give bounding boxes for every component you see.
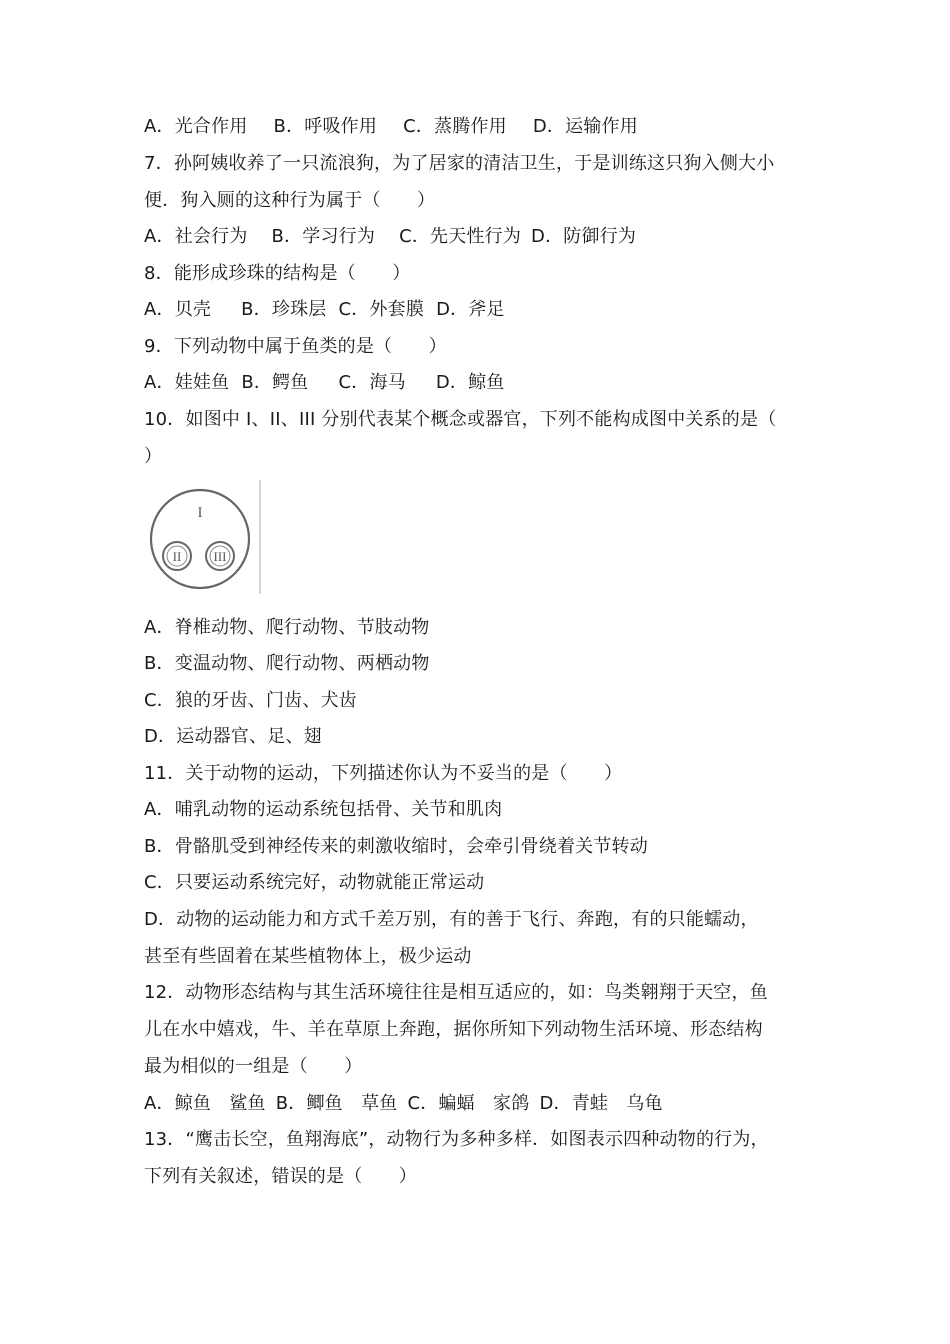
q10-option-c: C．狼的牙齿、门齿、犬齿 bbox=[144, 690, 357, 711]
q11-stem: 11．关于动物的运动，下列描述你认为不妥当的是（ ） bbox=[144, 763, 623, 784]
q11-option-c: C．只要运动系统完好，动物就能正常运动 bbox=[144, 872, 485, 893]
q10-stem-line2: ） bbox=[144, 446, 163, 467]
q7-option-c: C．先天性行为 bbox=[399, 226, 522, 247]
q8-stem: 8．能形成珍珠的结构是（ ） bbox=[144, 263, 411, 284]
label-i: I bbox=[197, 505, 203, 521]
q7-option-a: A．社会行为 bbox=[144, 226, 248, 247]
q10-option-d: D．运动器官、足、翅 bbox=[144, 726, 322, 747]
q9-stem: 9．下列动物中属于鱼类的是（ ） bbox=[144, 336, 447, 357]
q9-option-c: C．海马 bbox=[338, 372, 406, 393]
q12-option-a: A．鲸鱼 鲨鱼 bbox=[144, 1093, 266, 1114]
q12-stem-line2: 儿在水中嬉戏，牛、羊在草原上奔跑，据你所知下列动物生活环境、形态结构 bbox=[144, 1019, 763, 1040]
q6-option-c: C．蒸腾作用 bbox=[403, 116, 507, 137]
q8-option-d: D．斧足 bbox=[436, 299, 505, 320]
q12-stem-line1: 12．动物形态结构与其生活环境往往是相互适应的，如：鸟类翱翔于天空，鱼 bbox=[144, 982, 768, 1003]
q7-option-b: B．学习行为 bbox=[271, 226, 376, 247]
label-ii: II bbox=[172, 549, 182, 564]
q10-option-b: B．变温动物、爬行动物、两栖动物 bbox=[144, 653, 430, 674]
q12-option-d: D．青蛙 乌龟 bbox=[539, 1093, 663, 1114]
q8-options bbox=[144, 298, 505, 322]
q11-option-a: A．哺乳动物的运动系统包括骨、关节和肌肉 bbox=[144, 799, 503, 820]
q11-option-d-line2: 甚至有些固着在某些植物体上，极少运动 bbox=[144, 946, 472, 967]
q6-option-a: A．光合作用 bbox=[144, 116, 248, 137]
q9-options bbox=[144, 371, 505, 395]
venn-diagram bbox=[144, 480, 262, 594]
q13-stem-line1: 13．“鹰击长空，鱼翔海底”，动物行为多种多样．如图表示四种动物的行为， bbox=[144, 1129, 769, 1150]
q10-stem-line1: 10．如图中 I、II、III 分别代表某个概念或器官，下列不能构成图中关系的是（ bbox=[144, 409, 777, 430]
q12-option-c: C．蝙蝠 家鸽 bbox=[407, 1093, 530, 1114]
q6-option-b: B．呼吸作用 bbox=[273, 116, 378, 137]
q10-venn-figure bbox=[144, 480, 262, 594]
q8-option-b: B．珍珠层 bbox=[241, 299, 327, 320]
q13-stem-line2: 下列有关叙述，错误的是（ ） bbox=[144, 1166, 417, 1187]
q9-option-b: B．鳄鱼 bbox=[241, 372, 309, 393]
q12-option-b: B．鲫鱼 草鱼 bbox=[275, 1093, 398, 1114]
q12-options bbox=[144, 1092, 663, 1116]
q6-option-d: D．运输作用 bbox=[532, 116, 638, 137]
q7-stem-line1: 7．孙阿姨收养了一只流浪狗，为了居家的清洁卫生，于是训练这只狗入侧大小 bbox=[144, 153, 775, 174]
q10-option-a: A．脊椎动物、爬行动物、节肢动物 bbox=[144, 617, 430, 638]
q8-option-a: A．贝壳 bbox=[144, 299, 212, 320]
q8-option-c: C．外套膜 bbox=[338, 299, 425, 320]
q7-stem-line2: 便．狗入厕的这种行为属于（ ） bbox=[144, 190, 436, 211]
label-iii: III bbox=[213, 549, 227, 564]
q9-option-a: A．娃娃鱼 bbox=[144, 372, 230, 393]
q7-options bbox=[144, 225, 636, 249]
q11-option-b: B．骨骼肌受到神经传来的刺激收缩时，会牵引骨绕着关节转动 bbox=[144, 836, 648, 857]
q7-option-d: D．防御行为 bbox=[531, 226, 637, 247]
q6-options bbox=[144, 115, 638, 139]
q11-option-d-line1: D．动物的运动能力和方式千差万别，有的善于飞行、奔跑，有的只能蠕动， bbox=[144, 909, 759, 930]
q9-option-d: D．鲸鱼 bbox=[435, 372, 505, 393]
q12-stem-line3: 最为相似的一组是（ ） bbox=[144, 1056, 363, 1077]
